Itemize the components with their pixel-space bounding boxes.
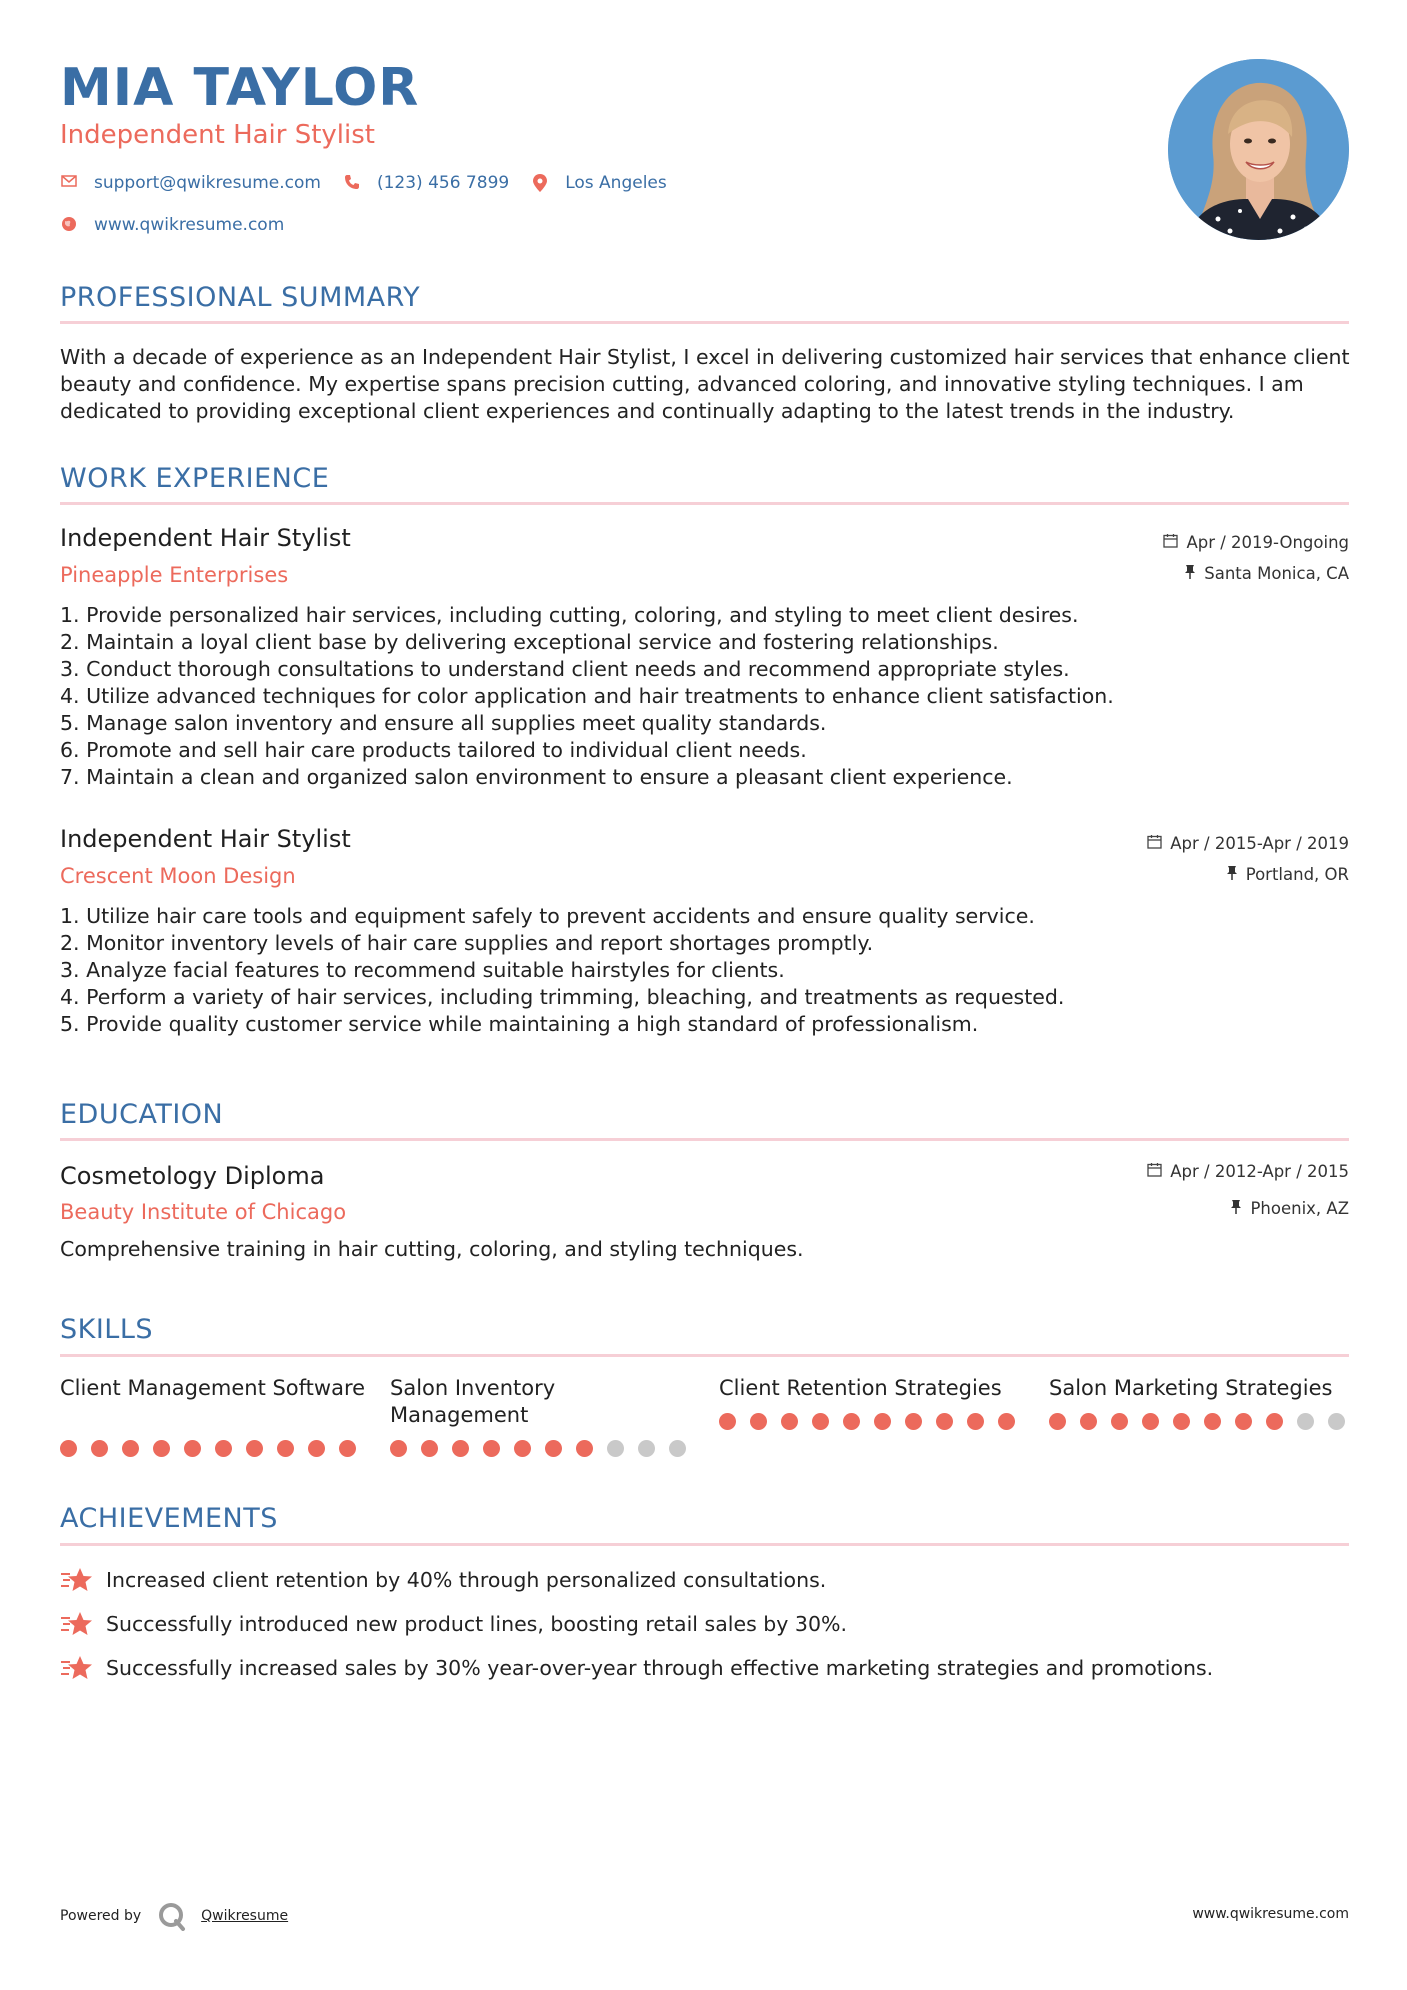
footer-powered-by	[60, 1901, 288, 1931]
skill-dot-filled	[514, 1440, 531, 1457]
qwikresume-logo-icon	[157, 1901, 187, 1931]
candidate-role: Independent Hair Stylist	[60, 120, 375, 150]
skill-item	[60, 1375, 370, 1429]
summary-divider	[60, 321, 1349, 324]
footer-url[interactable]: www.qwikresume.com	[1192, 1906, 1349, 1922]
list-item: 1. Provide personalized hair services, including cutting, coloring, and styling to meet client desires.	[60, 603, 1079, 627]
skill-dot-filled	[750, 1413, 767, 1430]
skill-dot-filled	[60, 1440, 77, 1457]
skill-dot-filled	[1142, 1413, 1159, 1430]
skill-dot-filled	[184, 1440, 201, 1457]
location-pin-icon	[531, 174, 549, 192]
achievement-text: Increased client retention by 40% through personalized consultations.	[106, 1568, 827, 1592]
education-description: Comprehensive training in hair cutting, coloring, and styling techniques.	[60, 1237, 804, 1261]
shooting-star-icon	[60, 1610, 92, 1638]
skill-dot-filled	[998, 1413, 1015, 1430]
list-item: 4. Perform a variety of hair services, including trimming, bleaching, and treatments as requested.	[60, 985, 1065, 1009]
pushpin-icon	[1226, 865, 1238, 884]
calendar-icon	[1163, 533, 1178, 552]
phone-text[interactable]: (123) 456 7899	[376, 173, 510, 193]
list-item: 3. Conduct thorough consultations to understand client needs and recommend appropriate styles.	[60, 657, 1070, 681]
skill-item	[390, 1375, 700, 1429]
achievements-divider	[60, 1543, 1349, 1546]
globe-icon	[60, 216, 78, 234]
skill-rating	[1049, 1413, 1359, 1430]
skill-dot-filled	[1235, 1413, 1252, 1430]
list-item: 5. Manage salon inventory and ensure all supplies meet quality standards.	[60, 711, 827, 735]
skills-heading: SKILLS	[60, 1314, 154, 1345]
skill-dot-empty	[1328, 1413, 1345, 1430]
experience-divider	[60, 502, 1349, 505]
education-location	[1230, 1199, 1349, 1218]
list-item: 3. Analyze facial features to recommend suitable hairstyles for clients.	[60, 958, 785, 982]
skill-dot-filled	[576, 1440, 593, 1457]
skill-dot-filled	[452, 1440, 469, 1457]
skill-dot-filled	[843, 1413, 860, 1430]
skill-dot-filled	[1049, 1413, 1066, 1430]
skill-dot-filled	[246, 1440, 263, 1457]
list-item: 2. Monitor inventory levels of hair care supplies and report shortages promptly.	[60, 931, 874, 955]
skill-dot-filled	[1204, 1413, 1221, 1430]
skill-dot-filled	[1111, 1413, 1128, 1430]
job-dates	[1147, 834, 1349, 853]
skill-dot-filled	[545, 1440, 562, 1457]
skill-dot-filled	[874, 1413, 891, 1430]
company-name: Pineapple Enterprises	[60, 563, 289, 587]
summary-heading: PROFESSIONAL SUMMARY	[60, 282, 421, 313]
experience-heading: WORK EXPERIENCE	[60, 463, 330, 494]
skill-dot-filled	[812, 1413, 829, 1430]
achievement-item	[60, 1566, 826, 1594]
list-item: 2. Maintain a loyal client base by delivering exceptional service and fostering relationships.	[60, 630, 999, 654]
job-title: Independent Hair Stylist	[60, 524, 351, 552]
job-dates	[1163, 533, 1349, 552]
skill-dot-filled	[1266, 1413, 1283, 1430]
achievement-item	[60, 1610, 847, 1638]
skill-dot-filled	[277, 1440, 294, 1457]
skill-rating	[390, 1440, 700, 1457]
skill-dot-filled	[1080, 1413, 1097, 1430]
skill-dot-filled	[122, 1440, 139, 1457]
skill-name: Client Retention Strategies	[719, 1376, 1002, 1400]
pushpin-icon	[1184, 564, 1196, 583]
powered-by-label: Powered by	[60, 1908, 142, 1924]
contact-row-primary	[60, 173, 689, 193]
achievements-heading: ACHIEVEMENTS	[60, 1503, 278, 1534]
skill-dot-filled	[215, 1440, 232, 1457]
list-item: 4. Utilize advanced techniques for color application and hair treatments to enhance client satisfaction.	[60, 684, 1114, 708]
skill-dot-filled	[936, 1413, 953, 1430]
shooting-star-icon	[60, 1654, 92, 1682]
skill-dot-filled	[967, 1413, 984, 1430]
skill-rating	[719, 1413, 1029, 1430]
education-dates-text: Apr / 2012-Apr / 2015	[1170, 1162, 1349, 1181]
skill-dot-filled	[719, 1413, 736, 1430]
skill-dot-empty	[669, 1440, 686, 1457]
skill-rating	[60, 1440, 370, 1457]
skill-dot-filled	[390, 1440, 407, 1457]
contact-row-secondary	[60, 215, 306, 235]
education-heading: EDUCATION	[60, 1099, 224, 1130]
company-name: Crescent Moon Design	[60, 864, 296, 888]
job-location-text: Portland, OR	[1245, 865, 1349, 884]
list-item: 1. Utilize hair care tools and equipment safely to prevent accidents and ensure quality service.	[60, 904, 1035, 928]
location-text: Los Angeles	[565, 173, 667, 193]
pushpin-icon	[1230, 1199, 1242, 1218]
skill-dot-filled	[483, 1440, 500, 1457]
achievement-text: Successfully increased sales by 30% year-over-year through effective marketing strategies and promotions.	[106, 1656, 1214, 1680]
profile-photo	[1168, 59, 1349, 240]
phone-icon	[343, 174, 361, 192]
skill-dot-filled	[781, 1413, 798, 1430]
calendar-icon	[1147, 1162, 1162, 1181]
skill-dot-filled	[421, 1440, 438, 1457]
achievement-item	[60, 1654, 1213, 1682]
skills-divider	[60, 1354, 1349, 1357]
skill-name: Salon Marketing Strategies	[1049, 1376, 1333, 1400]
candidate-name: MIA TAYLOR	[60, 58, 420, 118]
job-location-text: Santa Monica, CA	[1204, 564, 1349, 583]
job-location	[1226, 865, 1349, 884]
email-icon	[60, 174, 78, 192]
skill-name: Client Management Software	[60, 1376, 366, 1400]
education-divider	[60, 1138, 1349, 1141]
list-item: 5. Provide quality customer service while maintaining a high standard of professionalism.	[60, 1012, 979, 1036]
school-name: Beauty Institute of Chicago	[60, 1200, 347, 1224]
skill-dot-empty	[1297, 1413, 1314, 1430]
skill-dot-empty	[607, 1440, 624, 1457]
skill-dot-filled	[308, 1440, 325, 1457]
skill-item	[719, 1375, 1029, 1429]
skill-dot-filled	[1173, 1413, 1190, 1430]
shooting-star-icon	[60, 1566, 92, 1594]
list-item: 7. Maintain a clean and organized salon environment to ensure a pleasant client experience.	[60, 765, 1013, 789]
skill-dot-filled	[905, 1413, 922, 1430]
list-item: 6. Promote and sell hair care products tailored to individual client needs.	[60, 738, 807, 762]
education-dates	[1147, 1162, 1349, 1181]
website-link[interactable]: www.qwikresume.com	[94, 215, 285, 235]
skill-dot-filled	[153, 1440, 170, 1457]
summary-text: With a decade of experience as an Independent Hair Stylist, I excel in delivering customized hair services that enhance client beauty and confidence. My expertise spans precision cutting, advanced coloring, and innovative styling techniques. I am dedicated to providing exceptional client experiences and continually adapting to the latest trends in the industry.	[60, 345, 1350, 423]
brand-link[interactable]: Qwikresume	[201, 1908, 289, 1924]
email-link[interactable]: support@qwikresume.com	[94, 173, 321, 193]
education-location-text: Phoenix, AZ	[1250, 1199, 1349, 1218]
skill-item	[1049, 1375, 1359, 1429]
achievement-text: Successfully introduced new product lines, boosting retail sales by 30%.	[106, 1612, 848, 1636]
job-location	[1184, 564, 1349, 583]
calendar-icon	[1147, 834, 1162, 853]
job-dates-text: Apr / 2015-Apr / 2019	[1170, 834, 1349, 853]
job-dates-text: Apr / 2019-Ongoing	[1186, 533, 1349, 552]
job-bullets	[60, 602, 1310, 791]
job-title: Independent Hair Stylist	[60, 825, 351, 853]
degree-title: Cosmetology Diploma	[60, 1162, 325, 1190]
job-bullets	[60, 903, 1310, 1038]
skill-dot-filled	[339, 1440, 356, 1457]
skill-dot-filled	[91, 1440, 108, 1457]
skill-name: Salon Inventory Management	[390, 1376, 556, 1427]
skill-dot-empty	[638, 1440, 655, 1457]
